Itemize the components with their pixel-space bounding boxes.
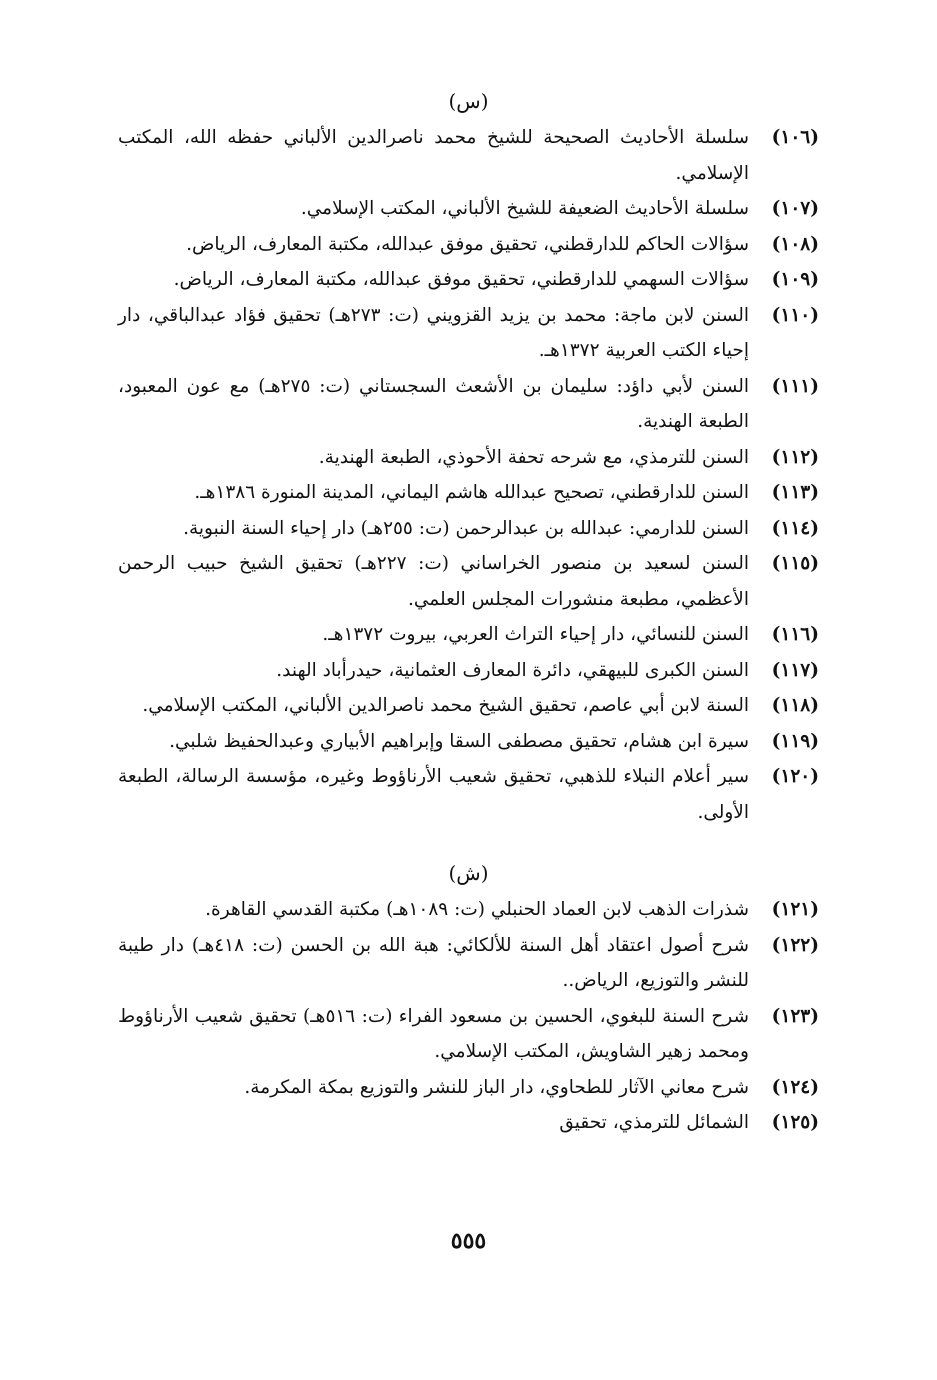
entry-text: شذرات الذهب لابن العماد الحنبلي (ت: ١٠٨٩هـ) مكتبة القدسي القاهرة. [205,899,749,920]
entry-number: (١١٧) [771,659,819,681]
bibliography-entry [118,298,819,369]
entry-number: (١١٢) [771,446,819,468]
entry-text: السنن لابن ماجة: محمد بن يزيد القزويني (ت: ٢٧٣هـ) تحقيق فؤاد عبدالباقي، دار إحياء الكتب العربية ١٣٧٢هـ. [118,304,749,361]
entry-number: (١١٥) [771,553,819,574]
entry-number: (١١٩) [771,730,819,752]
bibliography-entry [118,369,819,440]
entry-text: السنن للدارقطني، تصحيح عبدالله هاشم اليماني، المدينة المنورة ١٣٨٦هـ. [194,482,749,503]
entry-text: سلسلة الأحاديث الضعيفة للشيخ الألباني، المكتب الإسلامي. [300,198,749,219]
entry-number: (١٢٠) [771,766,819,787]
entry-number: (١١١) [771,375,819,397]
bibliography-entry [118,546,819,617]
bibliography-entry [118,892,819,928]
entry-number: (١٠٩) [771,269,819,290]
entry-number: (١٠٨) [771,233,819,255]
page-number: ٥٥٥ [450,1228,487,1254]
bibliography-entry [118,227,819,263]
entry-number: (١٢٤) [771,1076,819,1098]
bibliography-list-shin [118,892,819,1141]
entry-text: الشمائل للترمذي، تحقيق [559,1112,749,1133]
bibliography-entry [118,617,819,653]
bibliography-entry [118,759,819,830]
entry-number: (١١٣) [771,482,819,503]
entry-number: (١٠٦) [771,127,819,148]
entry-number: (١١٨) [771,695,819,716]
entry-number: (١١٦) [771,624,819,645]
bibliography-entry [118,440,819,476]
bibliography-entry [118,688,819,724]
entry-text: سؤالات السهمي للدارقطني، تحقيق موفق عبدالله، مكتبة المعارف، الرياض. [173,269,749,290]
entry-text: شرح أصول اعتقاد أهل السنة للألكائي: هبة الله بن الحسن (ت: ٤١٨هـ) دار طيبة للنشر والتوزيع، الرياض.. [118,934,749,991]
bibliography-entry [118,120,819,191]
bibliography-entry [118,999,819,1070]
entry-number: (١١٤) [771,517,819,539]
bibliography-entry [118,511,819,547]
entry-text: السنن للنسائي، دار إحياء التراث العربي، بيروت ١٣٧٢هـ. [322,624,749,645]
entry-text: السنن الكبرى للبيهقي، دائرة المعارف العثمانية، حيدرأباد الهند. [276,659,749,681]
entry-text: شرح السنة للبغوي، الحسين بن مسعود الفراء (ت: ٥١٦هـ) تحقيق شعيب الأرناؤوط ومحمد زهير الشاويش، المكتب الإسلامي. [118,1005,749,1062]
bibliography-entry [118,653,819,689]
entry-text: السنن للترمذي، مع شرحه تحفة الأحوذي، الطبعة الهندية. [318,446,749,468]
entry-number: (١٠٧) [771,198,819,219]
bibliography-entry [118,1105,819,1141]
bibliography-entry [118,191,819,227]
entry-text: السنن لسعيد بن منصور الخراساني (ت: ٢٢٧هـ) تحقيق الشيخ حبيب الرحمن الأعظمي، مطبعة منشورات المجلس العلمي. [118,553,749,610]
bibliography-list-sin [118,120,819,830]
entry-text: سيرة ابن هشام، تحقيق مصطفى السقا وإبراهيم الأبياري وعبدالحفيظ شلبي. [169,730,749,752]
entry-text: السنن للدارمي: عبدالله بن عبدالرحمن (ت: ٢٥٥هـ) دار إحياء السنة النبوية. [183,517,749,539]
entry-text: سلسلة الأحاديث الصحيحة للشيخ محمد ناصرالدين الألباني حفظه الله، المكتب الإسلامي. [118,127,749,184]
bibliography-entry [118,928,819,999]
bibliography-entry [118,475,819,511]
entry-text: السنن لأبي داؤد: سليمان بن الأشعث السجستاني (ت: ٢٧٥هـ) مع عون المعبود، الطبعة الهندية. [118,375,750,432]
bibliography-entry [118,1070,819,1106]
entry-text: شرح معاني الآثار للطحاوي، دار الباز للنشر والتوزيع بمكة المكرمة. [244,1076,749,1098]
bibliography-entry [118,724,819,760]
entry-number: (١٢٣) [771,1005,819,1027]
entry-text: السنة لابن أبي عاصم، تحقيق الشيخ محمد ناصرالدين الألباني، المكتب الإسلامي. [142,695,749,716]
bibliography-entry [118,262,819,298]
entry-text: سؤالات الحاكم للدارقطني، تحقيق موفق عبدالله، مكتبة المعارف، الرياض. [186,233,749,255]
section-heading-sin: (س) [448,89,489,113]
entry-number: (١١٠) [771,304,819,326]
entry-number: (١٢١) [771,899,819,920]
entry-number: (١٢٢) [771,934,819,956]
section-heading-shin: (ش) [448,861,489,885]
entry-text: سير أعلام النبلاء للذهبي، تحقيق شعيب الأرناؤوط وغيره، مؤسسة الرسالة، الطبعة الأولى. [118,766,749,823]
entry-number: (١٢٥) [771,1112,819,1133]
